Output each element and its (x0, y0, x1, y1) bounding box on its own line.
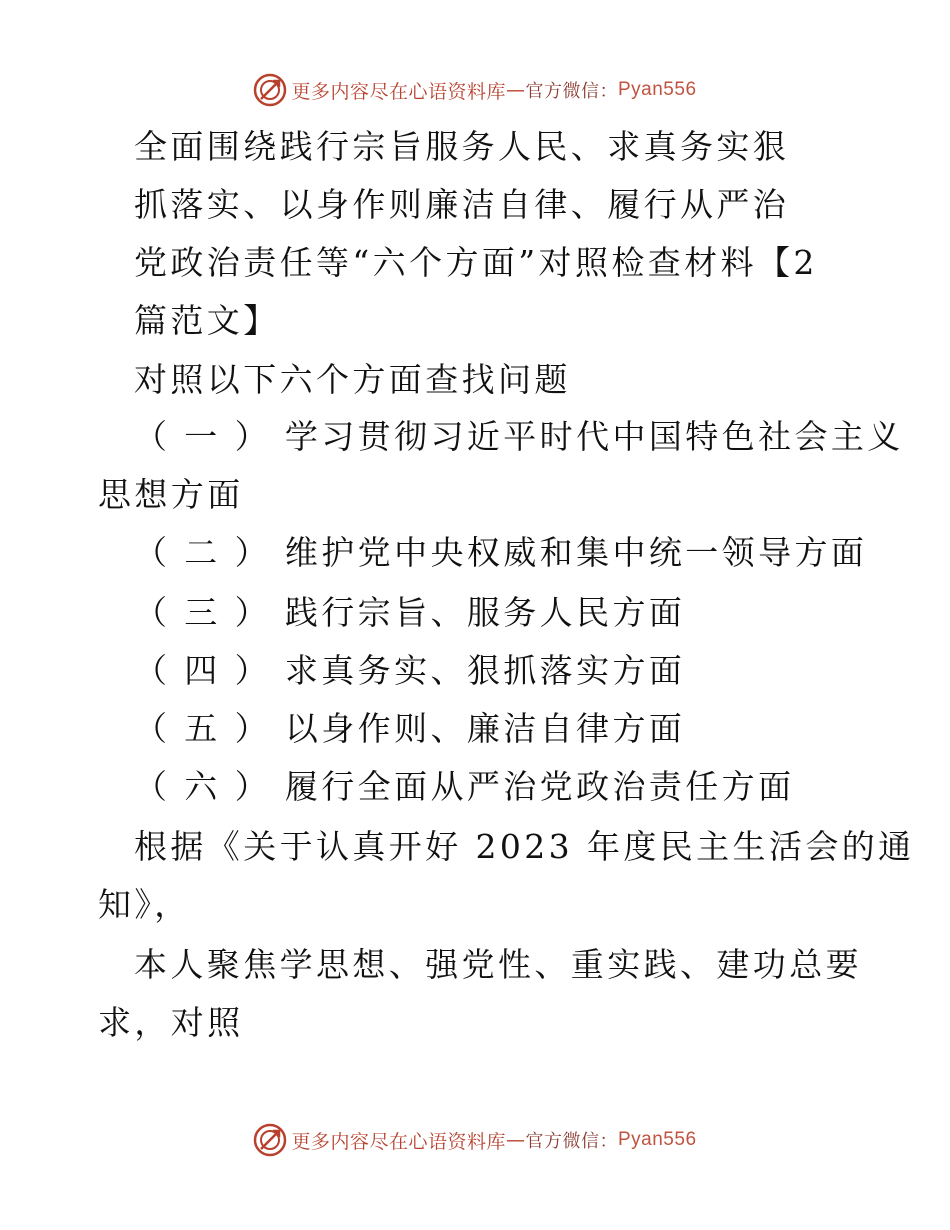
item-3: （ 三 ） 践行宗旨、服务人民方面 (134, 593, 686, 632)
watermark-text: 更多内容尽在心语资料库 (291, 1130, 506, 1153)
item-1-cont: 思想方面 (98, 475, 244, 514)
watermark-sub: 官方微信： (525, 1131, 618, 1152)
seal-logo-icon (253, 1123, 287, 1157)
header-watermark (0, 70, 950, 110)
watermark-text: 更多内容尽在心语资料库 (291, 80, 506, 103)
intro-line: 对照以下六个方面查找问题 (134, 360, 571, 399)
title-line-2: 抓落实、以身作则廉洁自律、履行从严治 (134, 185, 790, 224)
item-6: （ 六 ） 履行全面从严治党政治责任方面 (134, 767, 795, 806)
para2-line-2: 求，对照 (98, 1003, 244, 1042)
item-4: （ 四 ） 求真务实、狠抓落实方面 (134, 651, 686, 690)
para1-line-2: 知》， (98, 885, 191, 924)
title-line-3: 党政治责任等“六个方面”对照检查材料【2 (134, 243, 818, 282)
para1-line-1: 根据《关于认真开好 2023 年度民主生活会的通 (134, 827, 915, 866)
seal-logo-icon (253, 73, 287, 107)
watermark-sub: 官方微信： (525, 81, 618, 102)
footer-watermark (0, 1120, 950, 1160)
item-1: （ 一 ） 学习贯彻习近平时代中国特色社会主义 (134, 417, 904, 456)
watermark-dash: — (506, 1129, 526, 1151)
title-line-1: 全面围绕践行宗旨服务人民、求真务实狠 (134, 127, 790, 166)
title-line-4: 篇范文】 (134, 301, 280, 340)
watermark-account: Pyan556 (618, 1129, 697, 1150)
para2-line-1: 本人聚焦学思想、强党性、重实践、建功总要 (134, 945, 862, 984)
watermark-dash: — (506, 79, 526, 101)
item-5: （ 五 ） 以身作则、廉洁自律方面 (134, 709, 686, 748)
watermark-account: Pyan556 (618, 79, 697, 100)
item-2: （ 二 ） 维护党中央权威和集中统一领导方面 (134, 533, 868, 572)
